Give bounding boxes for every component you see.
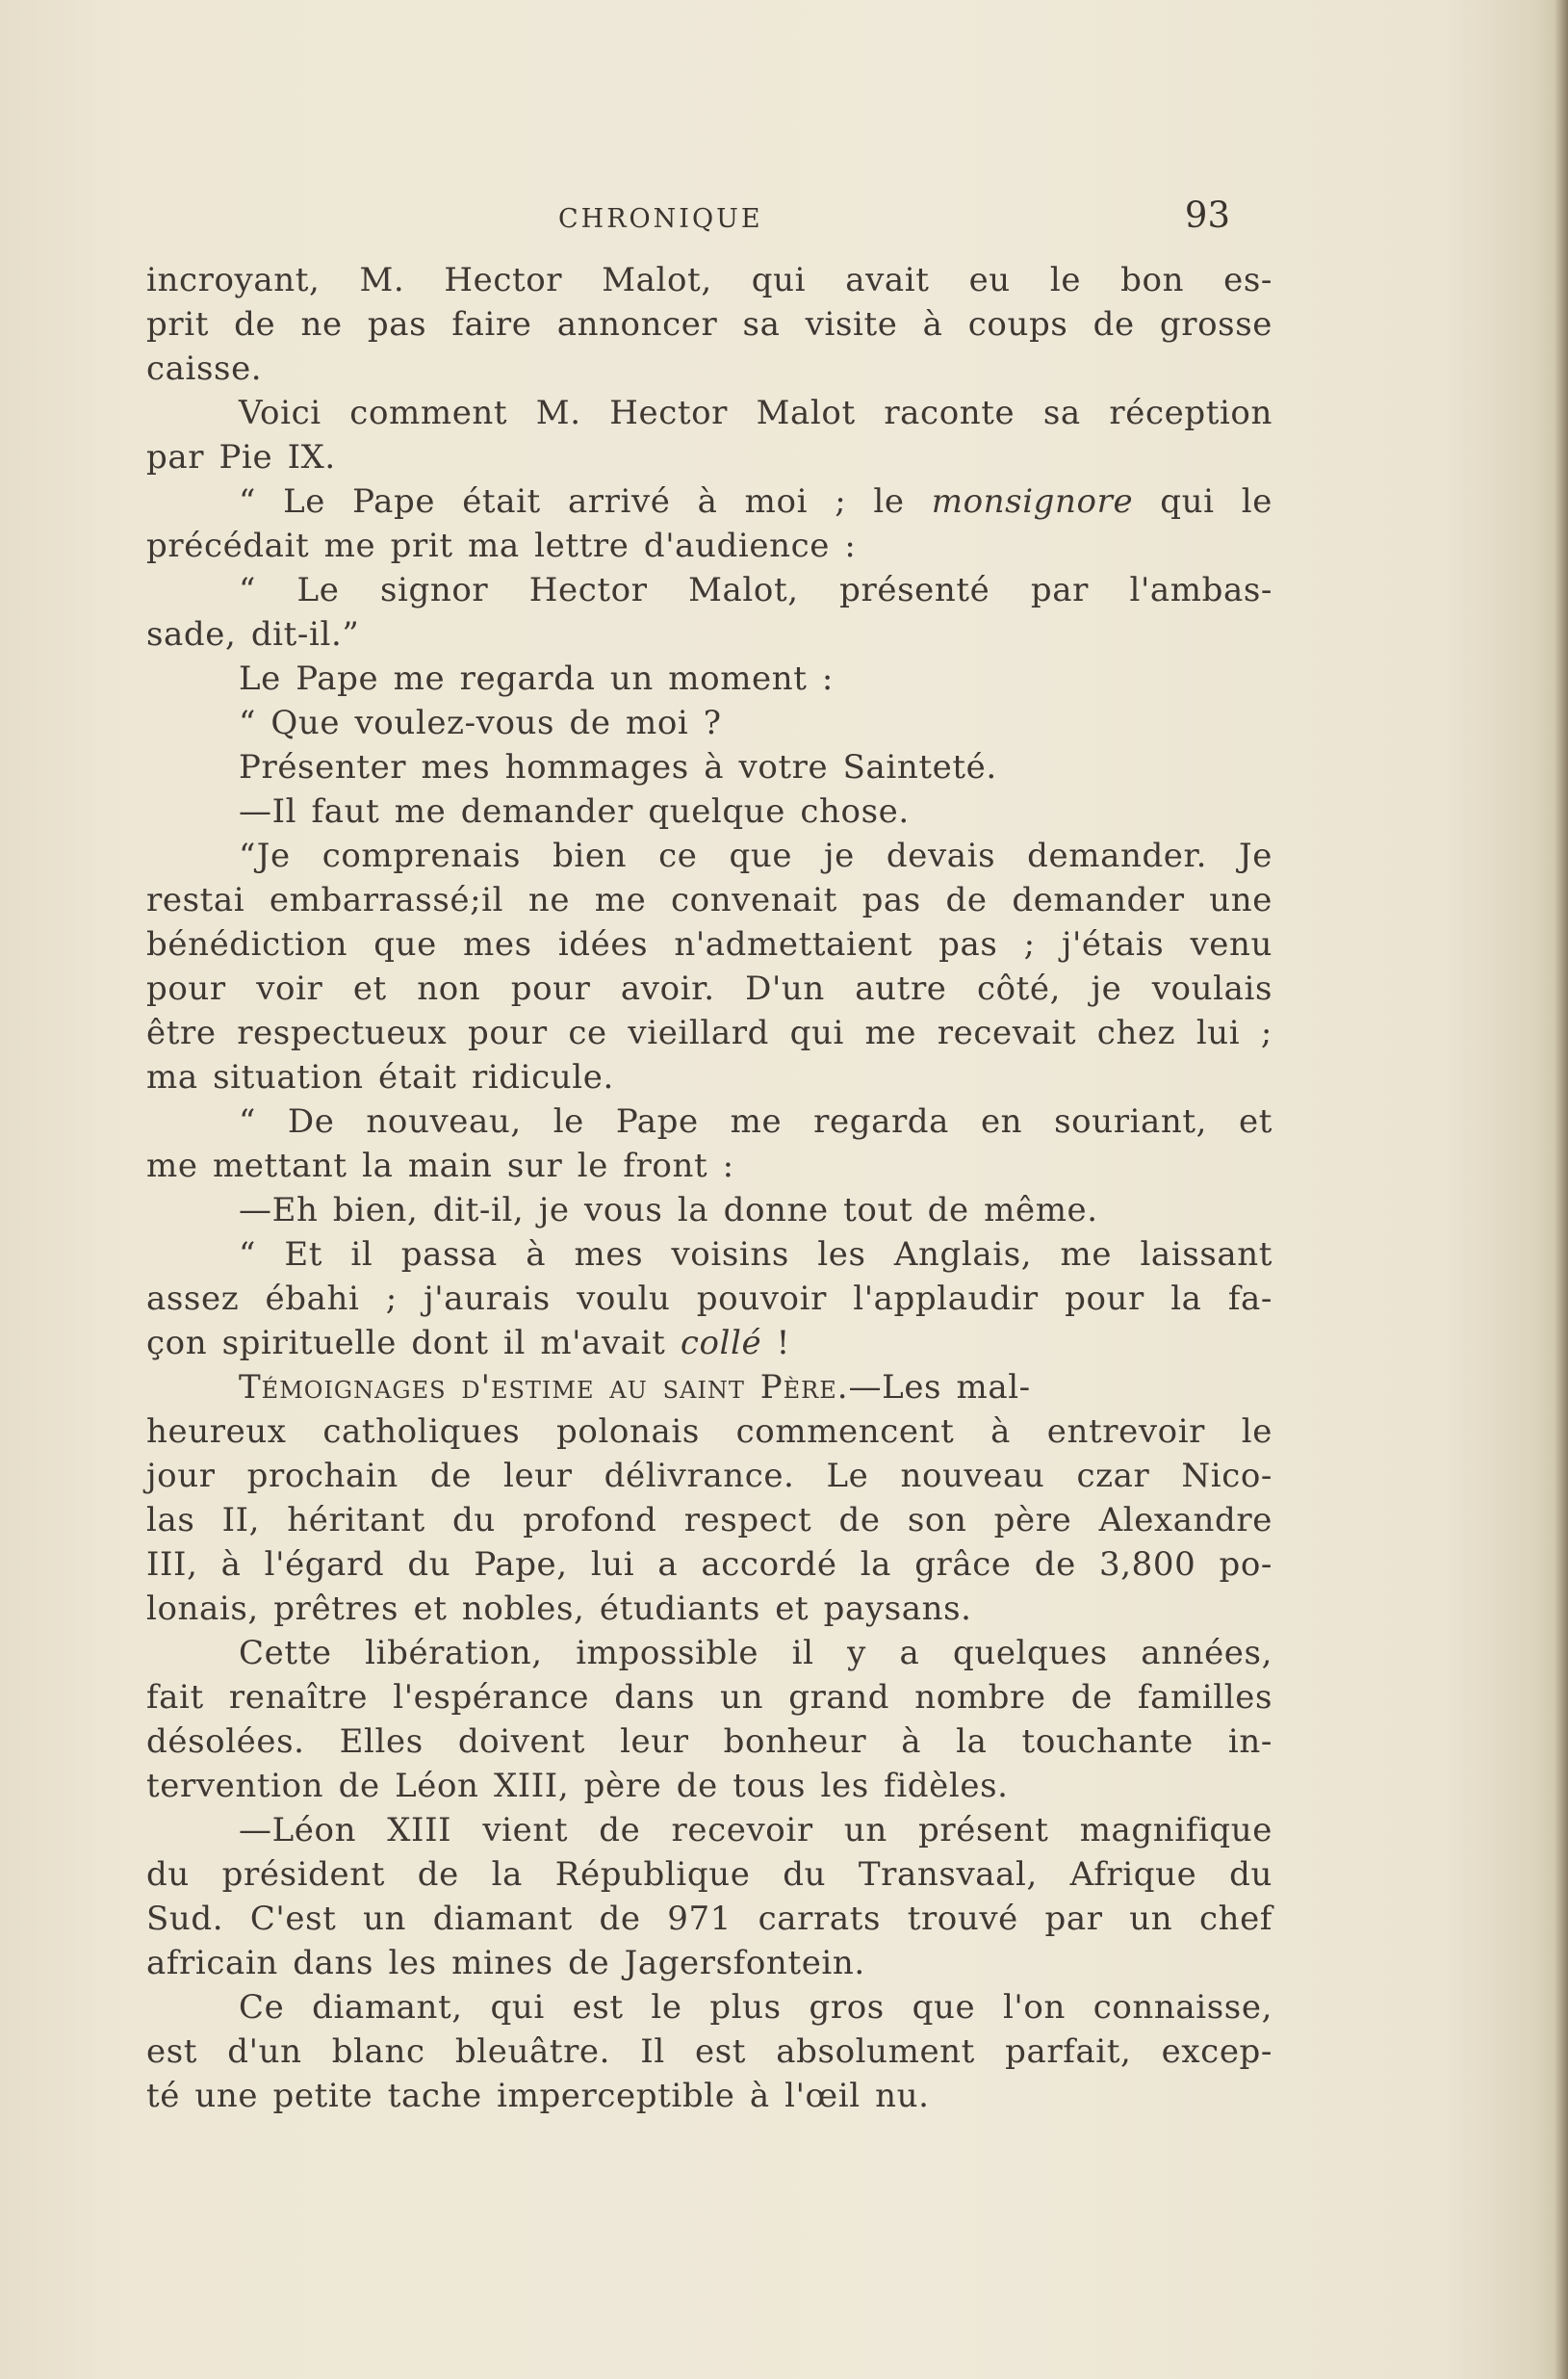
text-line: Voici comment M. Hector Malot raconte sa réception bbox=[239, 394, 1272, 432]
text-line bbox=[146, 479, 1272, 524]
section-heading: Témoignages d'estime au saint Père. bbox=[239, 1368, 849, 1407]
page-header bbox=[144, 191, 1242, 239]
text-line: las II, héritant du profond respect de son père Alexandre bbox=[146, 1501, 1272, 1539]
text-line: jour prochain de leur délivrance. Le nouveau czar Nico- bbox=[146, 1457, 1272, 1495]
text-line: “ De nouveau, le Pape me regarda en souriant, et bbox=[239, 1102, 1272, 1141]
text-fragment: “ Le Pape était arrivé à moi ; le bbox=[239, 482, 932, 521]
section-heading-line bbox=[146, 1365, 1272, 1409]
text-fragment: çon spirituelle dont il m'avait bbox=[146, 1324, 681, 1362]
page-edge-shadow bbox=[1555, 0, 1568, 2379]
running-title: CHRONIQUE bbox=[558, 204, 763, 234]
text-line: Présenter mes hommages à votre Sainteté. bbox=[239, 748, 997, 787]
text-line: lonais, prêtres et nobles, étudiants et paysans. bbox=[146, 1590, 972, 1628]
text-line: “ Le signor Hector Malot, présenté par l'ambas- bbox=[239, 571, 1272, 609]
text-line: fait renaître l'espérance dans un grand nombre de familles bbox=[146, 1678, 1272, 1717]
italic-word: collé bbox=[680, 1324, 762, 1362]
text-line: III, à l'égard du Pape, lui a accordé la grâce de 3,800 po- bbox=[146, 1545, 1272, 1584]
text-line: restai embarrassé;il ne me convenait pas de demander une bbox=[146, 881, 1272, 919]
text-fragment: qui le bbox=[1133, 482, 1272, 521]
text-line: Cette libération, impossible il y a quelques années, bbox=[239, 1634, 1272, 1672]
text-line bbox=[146, 1321, 1272, 1365]
text-line: africain dans les mines de Jagersfontein. bbox=[146, 1944, 865, 1982]
text-line: du président de la République du Transvaal, Afrique du bbox=[146, 1855, 1272, 1894]
text-line: Sud. C'est un diamant de 971 carrats trouvé par un chef bbox=[146, 1900, 1272, 1938]
text-line: caisse. bbox=[146, 349, 263, 388]
text-line: pour voir et non pour avoir. D'un autre côté, je voulais bbox=[146, 970, 1272, 1008]
text-line: —Eh bien, dit-il, je vous la donne tout de même. bbox=[239, 1191, 1098, 1229]
text-fragment: —Les mal- bbox=[848, 1368, 1031, 1407]
text-line: ma situation était ridicule. bbox=[146, 1058, 614, 1097]
text-line: précédait me prit ma lettre d'audience : bbox=[146, 527, 857, 565]
text-line: —Léon XIII vient de recevoir un présent magnifique bbox=[239, 1811, 1272, 1849]
text-line: —Il faut me demander quelque chose. bbox=[239, 792, 910, 831]
text-line: Ce diamant, qui est le plus gros que l'on connaisse, bbox=[239, 1988, 1272, 2027]
text-line: té une petite tache imperceptible à l'œil nu. bbox=[146, 2077, 930, 2115]
text-line: prit de ne pas faire annoncer sa visite à coups de grosse bbox=[146, 305, 1272, 344]
text-line: “Je comprenais bien ce que je devais demander. Je bbox=[239, 837, 1272, 875]
text-line: être respectueux pour ce vieillard qui me recevait chez lui ; bbox=[146, 1014, 1272, 1052]
text-line: “ Que voulez-vous de moi ? bbox=[239, 704, 722, 742]
text-line: assez ébahi ; j'aurais voulu pouvoir l'applaudir pour la fa- bbox=[146, 1280, 1272, 1318]
text-fragment: ! bbox=[761, 1324, 790, 1362]
text-line: est d'un blanc bleuâtre. Il est absolument parfait, excep- bbox=[146, 2032, 1272, 2071]
text-line: Le Pape me regarda un moment : bbox=[239, 659, 834, 698]
page-number: 93 bbox=[1184, 194, 1230, 236]
text-line: “ Et il passa à mes voisins les Anglais, me laissant bbox=[239, 1235, 1272, 1274]
text-line: désolées. Elles doivent leur bonheur à la touchante in- bbox=[146, 1722, 1272, 1761]
text-line: bénédiction que mes idées n'admettaient pas ; j'étais venu bbox=[146, 925, 1272, 964]
italic-word: monsignore bbox=[931, 482, 1134, 521]
text-line: tervention de Léon XIII, père de tous les fidèles. bbox=[146, 1767, 1009, 1805]
text-line: me mettant la main sur le front : bbox=[146, 1147, 734, 1185]
body-text bbox=[146, 258, 1272, 2118]
text-line: heureux catholiques polonais commencent à entrevoir le bbox=[146, 1412, 1272, 1451]
text-line: sade, dit-il.” bbox=[146, 615, 360, 654]
text-line: par Pie IX. bbox=[146, 438, 336, 477]
text-line: incroyant, M. Hector Malot, qui avait eu le bon es- bbox=[146, 261, 1272, 299]
